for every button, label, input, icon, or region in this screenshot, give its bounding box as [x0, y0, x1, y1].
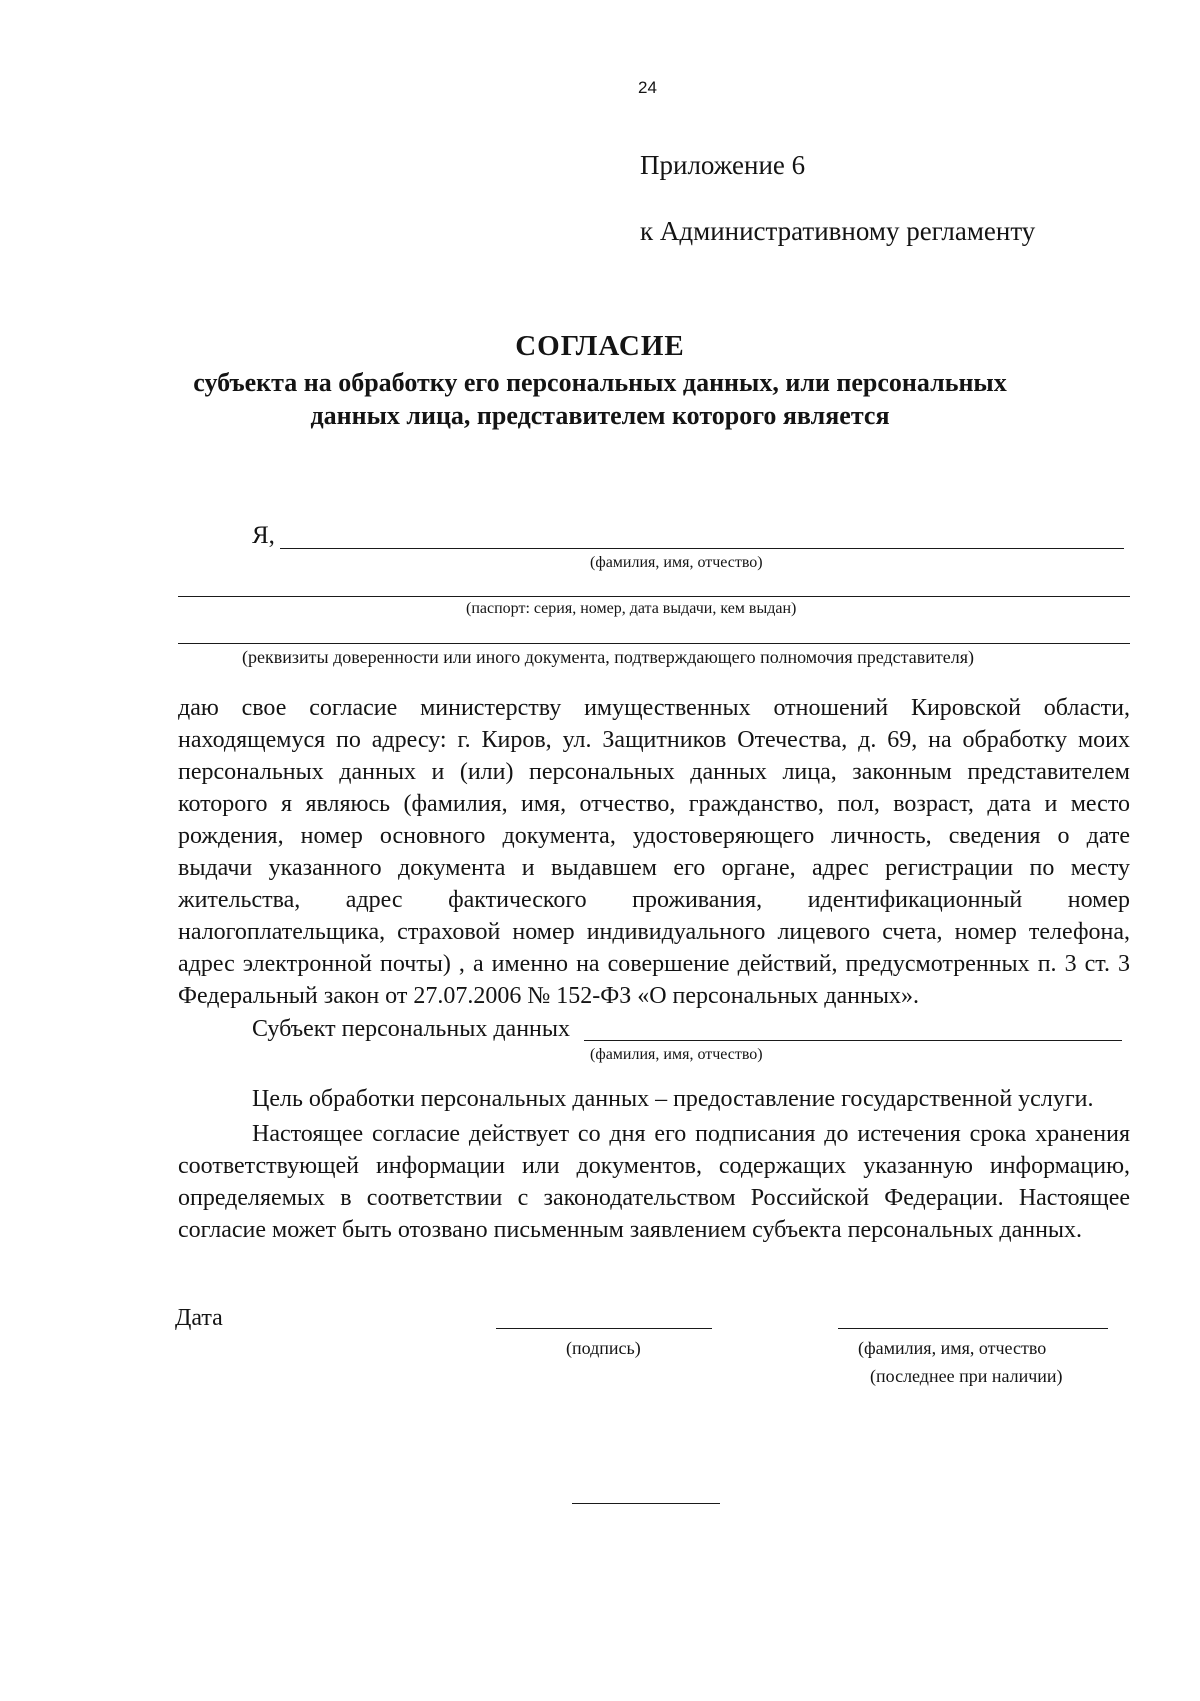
fio-input-line[interactable]: [280, 548, 1124, 549]
validity-text-line: Настоящее согласие действует со дня его подписания до истечения срока хранения: [252, 1121, 1130, 1147]
authority-document-caption: (реквизиты доверенности или иного документа, подтверждающего полномочия представителя): [242, 647, 974, 667]
consent-text-line: которого я являюсь (фамилия, имя, отчество, гражданство, пол, возраст, дата и место: [178, 791, 1130, 817]
consent-text-line: даю свое согласие министерству имущественных отношений Кировской области,: [178, 695, 1130, 721]
document-subtitle-line-1: субъекта на обработку его персональных данных, или персональных: [193, 368, 1007, 397]
signature-caption: (подпись): [566, 1338, 641, 1358]
subject-label: Субъект персональных данных: [252, 1016, 571, 1042]
consent-text-line: персональных данных и (или) персональных данных лица, законным представителем: [178, 759, 1130, 785]
signature-input-line[interactable]: [496, 1328, 712, 1329]
consent-text-line: рождения, номер основного документа, удостоверяющего личность, сведения о дате: [178, 823, 1130, 849]
document-title: СОГЛАСИЕ: [515, 330, 685, 362]
consent-text-line: адрес электронной почты) , а именно на совершение действий, предусмотренных п. 3 ст. 3: [178, 951, 1130, 977]
consent-text-line: находящемуся по адресу: г. Киров, ул. Защитников Отечества, д. 69, на обработку моих: [178, 727, 1130, 753]
date-label: Дата: [175, 1305, 223, 1331]
fio-caption: (фамилия, имя, отчество): [590, 554, 763, 571]
consent-text-line: налогоплательщика, страховой номер индивидуального лицевого счета, номер телефона,: [178, 919, 1130, 945]
subject-caption: (фамилия, имя, отчество): [590, 1046, 763, 1063]
validity-text-line: согласие может быть отозвано письменным заявлением субъекта персональных данных.: [178, 1217, 1083, 1243]
page-number: 24: [638, 78, 657, 97]
appendix-title: Приложение 6: [640, 150, 806, 180]
name-caption-line-1: (фамилия, имя, отчество: [858, 1338, 1047, 1358]
consent-text-line: жительства, адрес фактического проживания, идентификационный номер: [178, 887, 1130, 913]
purpose-text: Цель обработки персональных данных – предоставление государственной услуги.: [252, 1086, 1094, 1112]
appendix-subtitle: к Административному регламенту: [640, 216, 1036, 246]
subject-input-line[interactable]: [584, 1040, 1122, 1041]
name-input-line[interactable]: [838, 1328, 1108, 1329]
name-caption-line-2: (последнее при наличии): [870, 1366, 1063, 1386]
consent-text-line: Федеральный закон от 27.07.2006 № 152-ФЗ «О персональных данных».: [178, 983, 919, 1009]
validity-text-line: определяемых в соответствии с законодательством Российской Федерации. Настоящее: [178, 1185, 1130, 1211]
document-subtitle-line-2: данных лица, представителем которого является: [310, 401, 890, 430]
ya-label: Я,: [252, 522, 275, 549]
authority-document-input-line[interactable]: [178, 643, 1130, 644]
consent-text-line: выдачи указанного документа и выдавшем его органе, адрес регистрации по месту: [178, 855, 1130, 881]
validity-text-line: соответствующей информации или документов, содержащих указанную информацию,: [178, 1153, 1130, 1179]
closing-separator: [572, 1503, 720, 1504]
passport-input-line[interactable]: [178, 596, 1130, 597]
passport-caption: (паспорт: серия, номер, дата выдачи, кем выдан): [466, 600, 797, 617]
